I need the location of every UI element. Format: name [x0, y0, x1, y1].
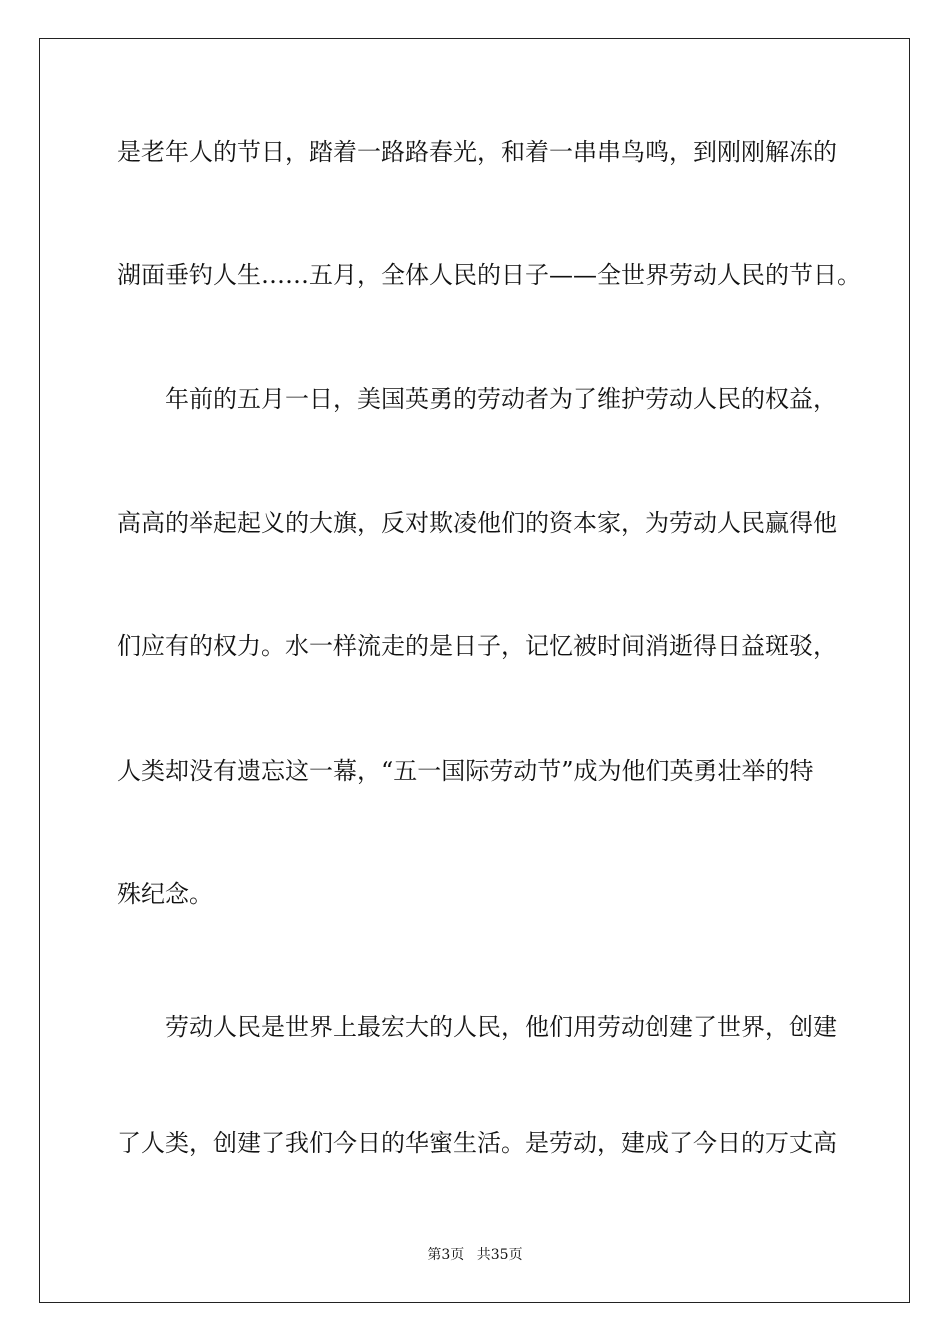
page-number: 第3页 — [427, 1247, 465, 1263]
page-border — [39, 38, 910, 1303]
paragraph-first-line: 劳动人民是世界上最宏大的人民，他们用劳动创建了世界，创建 — [165, 1013, 837, 1041]
page-footer — [0, 1245, 950, 1265]
text-line: 高高的举起起义的大旗，反对欺凌他们的资本家，为劳动人民赢得他 — [117, 509, 837, 537]
text-line: 是老年人的节日，踏着一路路春光，和着一串串鸟鸣，到刚刚解冻的 — [117, 138, 837, 166]
text-line: 人类却没有遗忘这一幕，“五一国际劳动节”成为他们英勇壮举的特 — [117, 757, 814, 785]
text-line: 湖面垂钓人生……五月，全体人民的日子——全世界劳动人民的节日。 — [117, 261, 861, 289]
text-line: 殊纪念。 — [117, 880, 213, 908]
paragraph-first-line: 年前的五月一日，美国英勇的劳动者为了维护劳动人民的权益， — [165, 385, 837, 413]
text-line: 了人类，创建了我们今日的华蜜生活。是劳动，建成了今日的万丈高 — [117, 1129, 837, 1157]
text-line: 们应有的权力。水一样流走的是日子，记忆被时间消逝得日益斑驳， — [117, 632, 837, 660]
page-total: 共35页 — [476, 1247, 523, 1263]
